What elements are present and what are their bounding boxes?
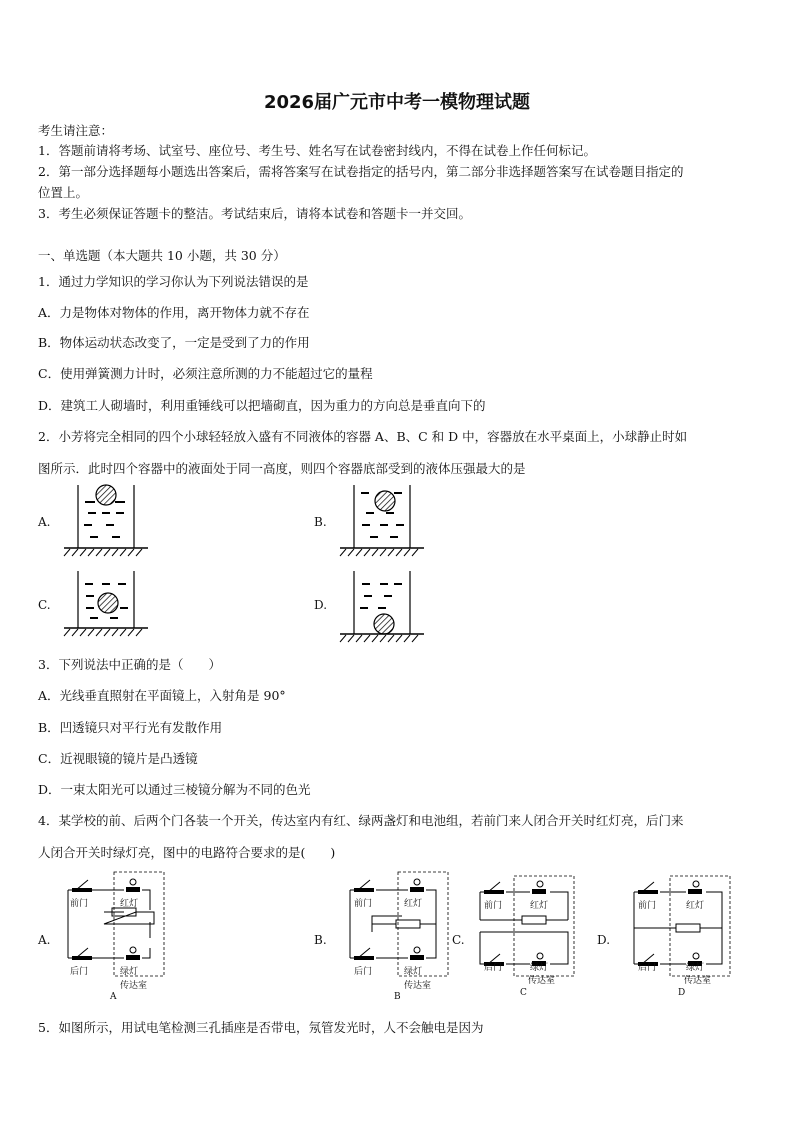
q4-figure-a [58, 868, 170, 1008]
q2-figure-c [60, 566, 160, 646]
caption-c: C [520, 988, 527, 998]
front-door-label: 前门 [484, 901, 503, 911]
back-door-label: 后门 [70, 967, 89, 977]
q4-stem-1: 4．某学校的前、后两个门各装一个开关，传达室内有红、绿两盏灯和电池组，若前门来人闭合开关时红灯亮，后门来 [38, 813, 684, 828]
green-lamp-label: 绿灯 [530, 963, 549, 973]
q4-figure-d [626, 868, 738, 1008]
q2-figure-d [336, 566, 436, 646]
q1-option-d: D．建筑工人砌墙时，利用重锤线可以把墙砌直，因为重力的方向总是垂直向下的 [38, 398, 486, 413]
back-door-label: 后门 [484, 963, 503, 973]
room-label: 传达室 [528, 976, 556, 986]
q3-option-b: B．凹透镜只对平行光有发散作用 [38, 720, 223, 735]
front-door-label: 前门 [638, 901, 657, 911]
room-label: 传达室 [120, 981, 148, 991]
front-door-label: 前门 [70, 899, 89, 909]
red-lamp-label: 红灯 [530, 901, 549, 911]
q2-label-c: C. [38, 598, 51, 612]
q4-label-a: A. [38, 933, 51, 947]
notice-item-3: 3．考生必须保证答题卡的整洁。考试结束后，请将本试卷和答题卡一并交回。 [38, 206, 471, 221]
q2-stem-1: 2．小芳将完全相同的四个小球轻轻放入盛有不同液体的容器 A、B、C 和 D 中，容器放在水平桌面上，小球静止时如 [38, 429, 688, 444]
q4-stem-2: 人闭合开关时绿灯亮，图中的电路符合要求的是( ) [38, 845, 336, 860]
q4-figure-b [342, 868, 454, 1008]
q1-option-b: B．物体运动状态改变了，一定是受到了力的作用 [38, 335, 310, 350]
q3-stem: 3．下列说法中正确的是（ ） [38, 657, 221, 672]
notice-item-1: 1．答题前请将考场、试室号、座位号、考生号、姓名写在试卷密封线内，不得在试卷上作任何标记。 [38, 143, 596, 158]
notice-item-2-cont: 位置上。 [38, 185, 89, 200]
q2-label-b: B. [314, 515, 327, 529]
page-title: 2026届广元市中考一模物理试题 [263, 92, 531, 113]
q2-figure-b [336, 480, 436, 560]
q1-option-a: A．力是物体对物体的作用，离开物体力就不存在 [38, 305, 310, 320]
q4-figure-c [474, 868, 586, 1008]
room-label: 传达室 [684, 976, 712, 986]
q4-label-b: B. [314, 933, 327, 947]
back-door-label: 后门 [354, 967, 373, 977]
green-lamp-label: 绿灯 [120, 967, 139, 977]
back-door-label: 后门 [638, 963, 657, 973]
red-lamp-label: 红灯 [120, 899, 139, 909]
q2-label-d: D. [314, 598, 328, 612]
q1-option-c: C．使用弹簧测力计时，必须注意所测的力不能超过它的量程 [38, 366, 373, 381]
q2-figure-a [60, 480, 160, 560]
q4-label-d: D. [597, 933, 611, 947]
q1-stem: 1．通过力学知识的学习你认为下列说法错误的是 [38, 274, 309, 289]
red-lamp-label: 红灯 [686, 901, 705, 911]
q5-stem: 5．如图所示，用试电笔检测三孔插座是否带电，氖管发光时，人不会触电是因为 [38, 1020, 484, 1035]
q2-stem-2: 图所示．此时四个容器中的液面处于同一高度，则四个容器底部受到的液体压强最大的是 [38, 461, 526, 476]
caption-d: D [678, 988, 686, 998]
q3-option-a: A．光线垂直照射在平面镜上，入射角是 90° [38, 688, 286, 703]
notice-item-2: 2．第一部分选择题每小题选出答案后，需将答案写在试卷指定的括号内，第二部分非选择题答案写在试卷题目指定的 [38, 164, 684, 179]
front-door-label: 前门 [354, 899, 373, 909]
q3-option-c: C．近视眼镜的镜片是凸透镜 [38, 751, 198, 766]
room-label: 传达室 [404, 981, 432, 991]
q3-option-d: D．一束太阳光可以通过三棱镜分解为不同的色光 [38, 782, 311, 797]
caption-b: B [394, 992, 401, 1002]
q4-label-c: C. [452, 933, 465, 947]
notice-heading: 考生请注意： [38, 123, 114, 138]
green-lamp-label: 绿灯 [686, 963, 705, 973]
caption-a: A [110, 992, 117, 1002]
green-lamp-label: 绿灯 [404, 967, 423, 977]
q2-label-a: A. [38, 515, 51, 529]
red-lamp-label: 红灯 [404, 899, 423, 909]
section-heading: 一、单选题（本大题共 10 小题，共 30 分） [38, 248, 286, 263]
